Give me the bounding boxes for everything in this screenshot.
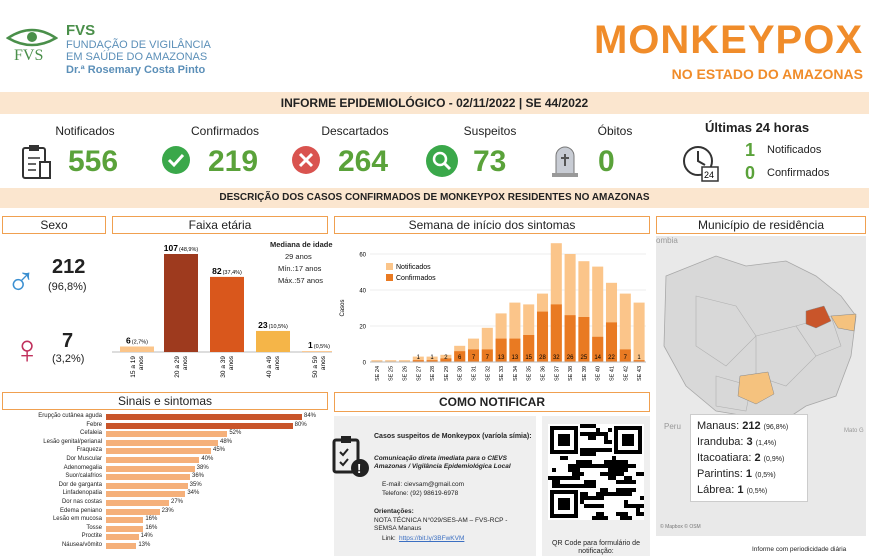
faixa-value-label: 82(37,4%): [212, 265, 242, 276]
qr-caption: QR Code para formulário de notificação:: [552, 540, 640, 555]
female-pct: (3,2%): [52, 353, 85, 365]
last24-notif-label: Notificados: [767, 144, 822, 156]
symptom-row: [2, 533, 328, 540]
symptom-label: Erupção cutânea aguda: [38, 413, 102, 419]
symptom-bar: [106, 440, 218, 446]
symptom-bar: [106, 509, 160, 515]
symptom-label: Suor/calafrios: [65, 473, 102, 480]
symptom-value: 40%: [201, 456, 214, 462]
municipio-pct: (0,5%): [755, 472, 776, 479]
municipio-value: 1: [737, 484, 747, 496]
symptom-bar: [106, 543, 136, 549]
notify-orient-title: Orientações:: [374, 508, 414, 515]
semana-value-label: 1: [416, 355, 420, 361]
symptom-label: Dor Muscular: [66, 456, 102, 462]
check-circle-icon: [160, 144, 192, 181]
municipio-value: 2: [754, 452, 764, 464]
symptom-value: 34%: [187, 490, 200, 497]
symptom-row: [2, 413, 328, 420]
faixa-title: Faixa etária: [112, 216, 328, 234]
symptom-row: [2, 473, 328, 480]
median-max: Máx.:57 anos: [278, 276, 324, 285]
sexo-title: Sexo: [2, 216, 106, 234]
symptom-row: [2, 482, 328, 489]
symptom-label: Dor de garganta: [58, 481, 102, 488]
symptom-bar: [106, 431, 227, 437]
semana-value-label: 13: [497, 355, 505, 361]
faixa-category-label: 40 a 49: [266, 356, 273, 378]
median-min: Mín.:17 anos: [278, 264, 322, 273]
faixa-value-label: 23(10,5%): [258, 319, 288, 330]
map-label-matogrosso: Mato G: [844, 428, 864, 434]
semana-value-label: 22: [608, 355, 615, 361]
symptom-label: Linfadenopatia: [62, 490, 102, 497]
symptom-value: 16%: [145, 516, 158, 523]
municipio-title: Município de residência: [656, 216, 866, 234]
faixa-bar: [164, 254, 198, 352]
org-line2: EM SAÚDE DO AMAZONAS: [66, 51, 208, 63]
last24-conf-label: Confirmados: [767, 167, 830, 179]
org-line3: Dr.ª Rosemary Costa Pinto: [66, 64, 206, 76]
faixa-category-unit: anos: [228, 356, 235, 371]
semana-ytick: 0: [362, 360, 366, 367]
municipio-name: Parintins:: [697, 468, 746, 480]
symptom-value: 52%: [229, 430, 242, 437]
kpi-value-4: 0: [598, 145, 615, 178]
fvs-logo: [6, 26, 58, 62]
semana-value-label: 14: [594, 355, 602, 361]
symptom-row: [2, 422, 328, 429]
female-value: 7: [62, 330, 74, 352]
faixa-category-unit: anos: [182, 356, 189, 371]
symptom-value: 48%: [220, 438, 233, 445]
municipio-value: 3: [746, 436, 756, 448]
semana-category-label: SE 25: [388, 366, 395, 381]
semana-value-label: 6: [458, 355, 462, 361]
symptom-row: [2, 525, 328, 532]
faixa-value-label: 107(48,9%): [163, 243, 199, 253]
semana-value-label: 1: [637, 355, 641, 361]
semana-category-label: SE 26: [402, 366, 409, 381]
semana-ylabel: Casos: [340, 299, 346, 317]
symptom-row: [2, 499, 328, 506]
semana-legend-label: Confirmados: [396, 275, 436, 282]
footer-note: Informe com periodicidade diária: [752, 546, 847, 553]
symptom-value: 80%: [294, 421, 307, 428]
semana-title: Semana de início dos sintomas: [334, 216, 650, 234]
female-icon: ♀: [12, 328, 42, 372]
semana-value-label: 32: [552, 355, 560, 361]
semana-value-label: 15: [525, 355, 533, 361]
notify-heading: Casos suspeitos de Monkeypox (varíola símia):: [374, 433, 532, 440]
median-title: Mediana de idade: [270, 240, 333, 249]
symptom-bar: [106, 534, 139, 540]
semana-bar-confirmados: [551, 304, 562, 362]
symptom-label: Edema peniano: [59, 507, 102, 514]
symptom-label: Lesão em mucosa: [52, 516, 102, 523]
symptom-row: [2, 439, 328, 446]
symptom-row: [2, 508, 328, 515]
symptom-bar: [106, 457, 199, 463]
semana-ytick: 40: [359, 288, 366, 295]
sinais-chart: [2, 413, 328, 555]
municipio-list: [690, 414, 808, 502]
sinais-title: Sinais e sintomas: [2, 392, 328, 410]
male-icon: ♂: [6, 260, 36, 304]
kpi-label-3: Suspeitos: [463, 124, 517, 138]
faixa-category-label: 50 a 59: [312, 356, 319, 378]
symptom-row: [2, 447, 328, 454]
symptom-row: [2, 542, 328, 549]
semana-category-label: SE 27: [416, 366, 423, 381]
semana-legend-label: Notificados: [396, 264, 431, 271]
symptom-bar: [106, 448, 211, 454]
map-credit: © Mapbox © OSM: [660, 524, 701, 530]
notify-orient-text: NOTA TÉCNICA N°029/SES-AM – FVS-RCP - SEMSA Manaus: [374, 517, 508, 532]
notificar-title: COMO NOTIFICAR: [334, 392, 650, 412]
notify-link-label: Link:: [382, 535, 396, 542]
symptom-bar: [106, 500, 169, 506]
page-title: MONKEYPOX: [593, 18, 863, 62]
symptom-bar: [106, 466, 195, 472]
semana-chart: [334, 236, 652, 386]
symptom-row: [2, 490, 328, 497]
symptom-value: 14%: [140, 533, 153, 540]
semana-category-label: SE 34: [512, 366, 519, 381]
kpi-label-2: Descartados: [321, 124, 389, 138]
semana-category-label: SE 29: [443, 366, 450, 381]
symptom-bar: [106, 526, 143, 532]
symptom-label: Tosse: [86, 524, 102, 531]
alarm-clock-icon: [680, 143, 720, 188]
eye-logo-icon: [6, 26, 58, 62]
median-value: 29 anos: [285, 252, 312, 261]
symptom-label: Proctite: [81, 533, 102, 540]
symptom-value: 45%: [213, 447, 226, 454]
semana-value-label: 7: [623, 355, 627, 361]
symptom-row: [2, 516, 328, 523]
tombstone-icon: [550, 144, 580, 183]
semana-value-label: 2: [444, 355, 448, 361]
semana-category-label: SE 43: [637, 366, 644, 381]
faixa-value-label: 1(0,5%): [308, 340, 330, 351]
symptom-value: 38%: [196, 464, 209, 471]
municipio-value: 1: [745, 468, 756, 480]
svg-text:!: !: [357, 461, 362, 476]
svg-text:FVS: FVS: [14, 47, 44, 62]
symptom-label: Fraqueza: [76, 447, 102, 454]
semana-category-label: SE 33: [499, 366, 506, 381]
symptom-label: Febre: [86, 421, 102, 428]
last24-notif-value: 1: [745, 140, 756, 160]
faixa-category-unit: anos: [320, 356, 327, 371]
symptom-row: [2, 456, 328, 463]
semana-value-label: 7: [471, 355, 476, 361]
faixa-category-unit: anos: [274, 356, 281, 371]
clipboard-phone-icon: [20, 144, 54, 187]
org-short: FVS: [66, 22, 96, 39]
org-line1: FUNDAÇÃO DE VIGILÂNCIA: [66, 39, 211, 51]
map-label-colombia: ombia: [656, 236, 678, 245]
municipio-name: Lábrea:: [697, 484, 738, 496]
symptom-value: 36%: [192, 473, 205, 480]
municipio-pct: (96,8%): [763, 424, 789, 431]
semana-category-label: SE 35: [526, 366, 533, 381]
symptom-label: Lesão genital/perianal: [43, 438, 102, 445]
semana-value-label: 26: [566, 355, 574, 361]
kpi-label-0: Notificados: [55, 124, 115, 138]
notify-email: E-mail: cievsam@gmail.com: [382, 481, 465, 488]
municipio-row: [697, 436, 776, 448]
semana-ytick: 60: [359, 252, 366, 259]
symptom-value: 35%: [189, 481, 202, 488]
semana-category-label: SE 39: [581, 366, 588, 381]
symptom-label: Dor nas costas: [61, 499, 102, 505]
municipio-pct: (0,5%): [746, 488, 768, 495]
semana-category-label: SE 38: [568, 366, 575, 381]
semana-category-label: SE 28: [430, 366, 437, 381]
symptom-label: Náusea/vômito: [61, 542, 102, 548]
municipio-row: [697, 452, 784, 464]
notify-comm: Comunicação direta imediata para o CIEVS Amazonas / Vigilância Epidemiológica Local: [374, 455, 511, 470]
faixa-bar: [120, 347, 154, 352]
semana-category-label: SE 36: [540, 366, 547, 381]
municipio-row: [697, 420, 788, 432]
symptom-label: Cefaleia: [79, 430, 102, 437]
semana-value-label: 28: [539, 355, 546, 361]
semana-value-label: 7: [485, 355, 489, 361]
municipio-value: 212: [742, 420, 764, 432]
semana-category-label: SE 24: [374, 366, 381, 381]
symptom-bar: [106, 517, 143, 523]
x-circle-icon: [290, 144, 322, 181]
symptom-value: 27%: [171, 499, 184, 505]
symptom-bar: [106, 474, 190, 480]
municipio-row: [697, 468, 776, 480]
kpi-label-1: Confirmados: [190, 124, 260, 138]
faixa-category-label: 20 a 29: [174, 356, 181, 378]
svg-text:24: 24: [704, 170, 715, 180]
faixa-bar: [256, 331, 290, 352]
semana-legend-swatch: [386, 263, 393, 270]
symptom-label: Adenomegalia: [63, 464, 102, 471]
municipio-name: Itacoatiara:: [697, 452, 755, 464]
symptom-value: 13%: [138, 542, 151, 548]
symptom-bar: [106, 414, 302, 420]
faixa-category-label: 15 a 19: [130, 356, 137, 378]
semana-ytick: 20: [359, 324, 366, 331]
kpi-value-1: 219: [208, 145, 259, 178]
municipio-name: Manaus:: [697, 420, 743, 432]
symptom-value: 16%: [145, 524, 158, 531]
semana-category-label: SE 31: [471, 366, 478, 381]
notify-doc-icon: [330, 434, 374, 485]
semana-category-label: SE 41: [609, 366, 616, 381]
qr-code[interactable]: [548, 424, 644, 525]
kpi-label-4: Óbitos: [597, 124, 633, 138]
male-value: 212: [52, 256, 86, 278]
symptom-bar: [106, 483, 188, 489]
notify-link[interactable]: https://bit.ly/3BFwKVM: [399, 535, 465, 542]
semana-value-label: 25: [580, 355, 588, 361]
municipio-pct: (0,9%): [763, 456, 785, 463]
page-subtitle: NO ESTADO DO AMAZONAS: [671, 66, 863, 82]
male-pct: (96,8%): [48, 281, 87, 293]
symptom-row: [2, 430, 328, 437]
faixa-bar: [302, 351, 332, 352]
municipio-row: [697, 484, 767, 496]
symptom-bar: [106, 491, 185, 497]
faixa-category-label: 30 a 39: [220, 356, 227, 378]
symptom-row: [2, 465, 328, 472]
symptom-bar: [106, 423, 293, 429]
semana-category-label: SE 30: [457, 366, 464, 381]
map-label-peru: Peru: [664, 422, 681, 431]
municipio-name: Iranduba:: [697, 436, 747, 448]
last24-conf-value: 0: [745, 163, 756, 183]
semana-category-label: SE 40: [595, 366, 602, 381]
last24-title: Últimas 24 horas: [705, 120, 810, 135]
semana-legend-swatch: [386, 274, 393, 281]
symptom-value: 23%: [161, 507, 174, 514]
semana-category-label: SE 32: [485, 366, 492, 381]
semana-bar-notificados: [634, 303, 645, 362]
kpi-value-2: 264: [338, 145, 389, 178]
notify-phone: Telefone: (92) 98619-6978: [382, 490, 459, 497]
semana-category-label: SE 42: [623, 366, 630, 381]
section-bar: DESCRIÇÃO DOS CASOS CONFIRMADOS DE MONKEYPOX RESIDENTES NO AMAZONAS: [0, 188, 869, 208]
semana-value-label: 1: [430, 355, 434, 361]
symptom-value: 84%: [304, 413, 317, 419]
kpi-value-0: 556: [68, 145, 119, 178]
municipio-pct: (1,4%): [755, 440, 777, 447]
semana-value-label: 13: [511, 355, 519, 361]
faixa-bar: [210, 277, 244, 352]
report-bar: INFORME EPIDEMIOLÓGICO - 02/11/2022 | SE 44/2022: [0, 92, 869, 114]
faixa-category-unit: anos: [138, 356, 145, 371]
magnifier-icon: [425, 144, 459, 183]
semana-category-label: SE 37: [554, 366, 561, 381]
kpi-value-3: 73: [473, 145, 507, 178]
faixa-value-label: 6(2,7%): [126, 335, 148, 346]
